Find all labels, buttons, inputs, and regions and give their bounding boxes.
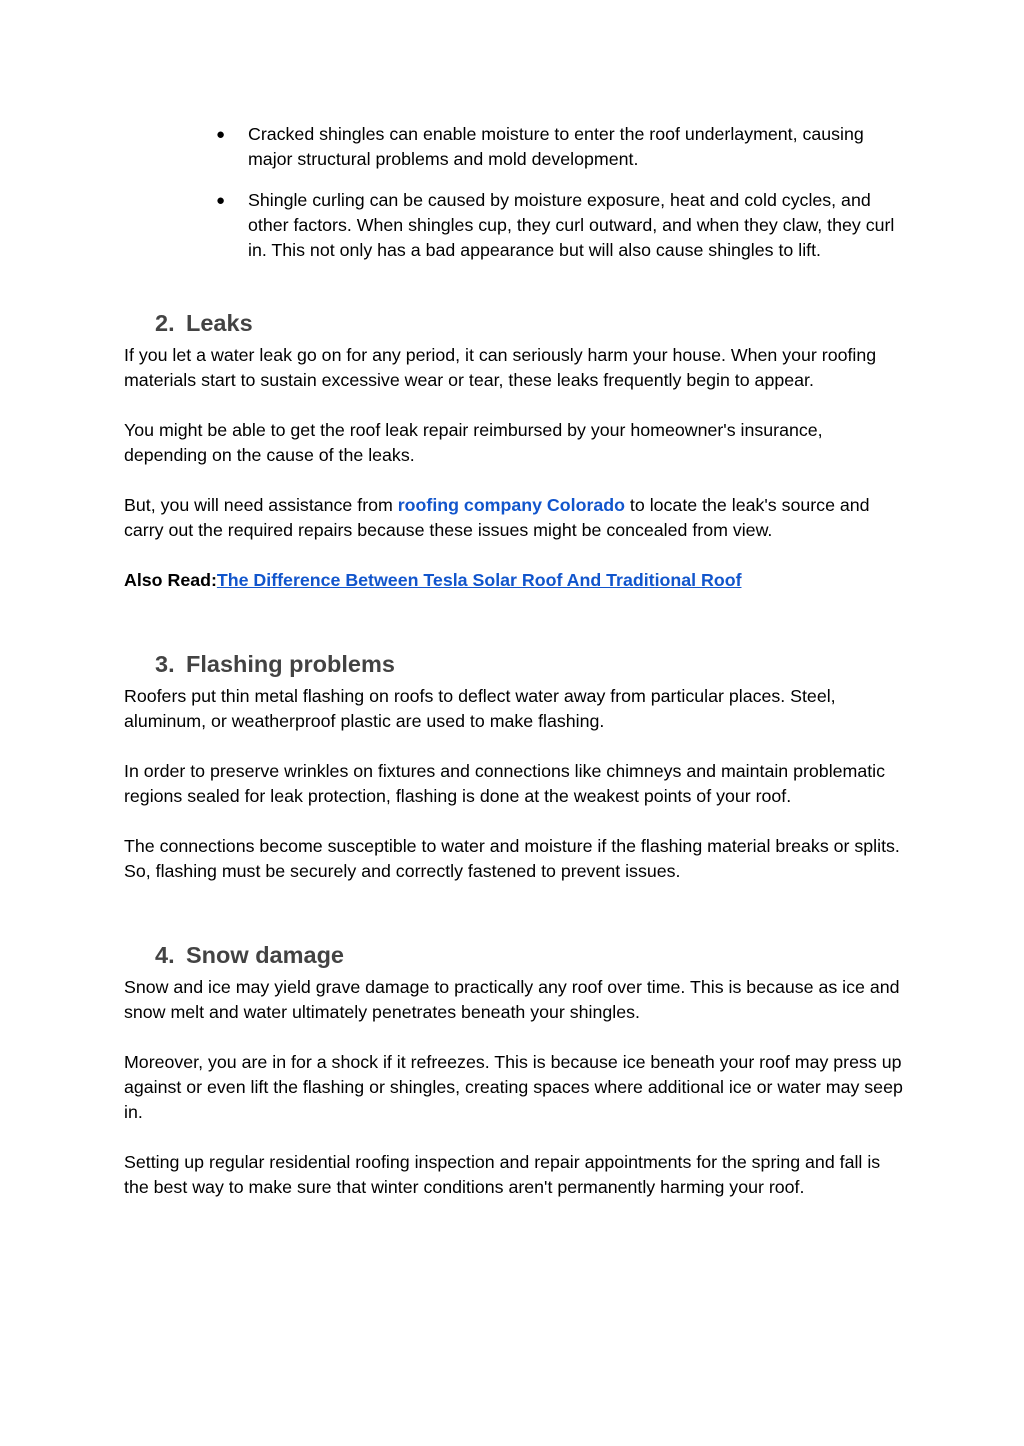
bullet-icon: ● — [216, 192, 226, 209]
also-read — [124, 568, 904, 593]
shingle-issues-list — [214, 122, 904, 279]
paragraph-text: But, you will need assistance from — [124, 495, 398, 515]
also-read-link[interactable]: The Difference Between Tesla Solar Roof And Traditional Roof — [216, 570, 742, 590]
section-title: Flashing problems — [186, 651, 395, 677]
paragraph — [124, 493, 904, 543]
paragraph: Snow and ice may yield grave damage to practically any roof over time. This is because as ice and snow melt and water ultimately penetrates beneath your shingles. — [124, 977, 900, 1022]
section-heading — [155, 649, 904, 679]
section-heading — [155, 308, 904, 338]
section-title: Leaks — [186, 310, 253, 336]
section-snow — [124, 940, 904, 1225]
paragraph: If you let a water leak go on for any period, it can seriously harm your house. When your roofing materials start to sustain excessive wear or tear, these leaks frequently begin to appear. — [124, 345, 877, 390]
list-item — [214, 122, 904, 172]
section-flashing — [124, 649, 904, 909]
paragraph: In order to preserve wrinkles on fixtures and connections like chimneys and maintain problematic regions sealed for leak protection, flashing is done at the weakest points of your roof. — [124, 761, 886, 806]
paragraph: The connections become susceptible to water and moisture if the flashing material breaks or splits. So, flashing must be securely and correctly fastened to prevent issues. — [124, 836, 900, 881]
roofing-company-link[interactable]: roofing company Colorado — [397, 495, 625, 515]
paragraph: Setting up regular residential roofing inspection and repair appointments for the spring and fall is the best way to make sure that winter conditions aren't permanently harming your roof. — [124, 1152, 881, 1197]
section-number: 4. — [155, 942, 175, 968]
list-item — [214, 188, 904, 263]
paragraph: Roofers put thin metal flashing on roofs to deflect water away from particular places. Steel, aluminum, or weatherproof plastic are used to make flashing. — [124, 686, 836, 731]
section-number: 2. — [155, 310, 175, 336]
section-heading — [155, 940, 904, 970]
section-number: 3. — [155, 651, 175, 677]
paragraph: Moreover, you are in for a shock if it refreezes. This is because ice beneath your roof may press up against or even lift the flashing or shingles, creating spaces where additional ice or water may seep in. — [124, 1052, 903, 1122]
section-title: Snow damage — [186, 942, 345, 968]
also-read-label: Also Read: — [124, 570, 217, 590]
bullet-icon: ● — [216, 126, 226, 143]
section-leaks — [124, 308, 904, 618]
list-item-text: Cracked shingles can enable moisture to enter the roof underlayment, causing major structural problems and mold development. — [248, 124, 864, 169]
list-item-text: Shingle curling can be caused by moisture exposure, heat and cold cycles, and other factors. When shingles cup, they curl outward, and when they claw, they curl in. This not only has a bad appearance but will also cause shingles to lift. — [248, 190, 895, 260]
paragraph-text: to locate the leak's source and carry out the required repairs because these issues might be concealed from view. — [124, 495, 870, 540]
paragraph: You might be able to get the roof leak repair reimbursed by your homeowner's insurance, depending on the cause of the leaks. — [124, 420, 823, 465]
